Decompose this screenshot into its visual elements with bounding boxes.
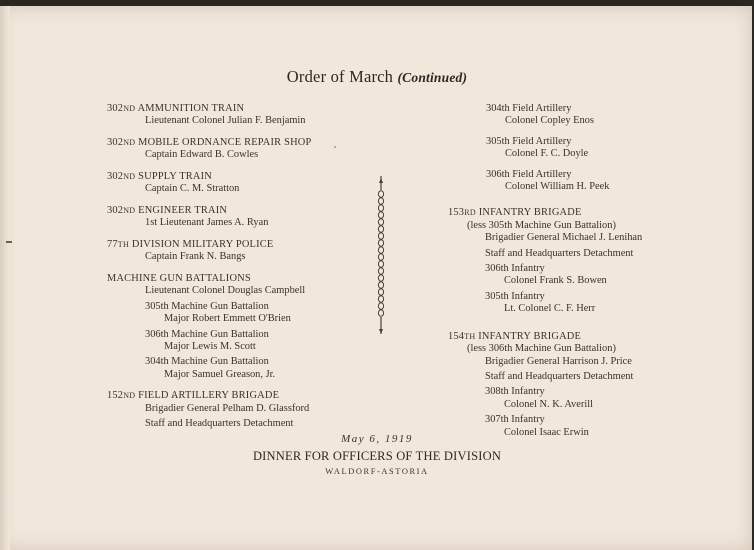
unit-154-infantry-brigade — [448, 331, 728, 439]
sub-unit-name: 306th Machine Gun Battalion — [145, 328, 269, 340]
event-title: DINNER FOR OFFICERS OF THE DIVISION — [252, 449, 502, 463]
unit-heading: MACHINE GUN BATTALIONS — [107, 273, 251, 284]
sub-unit-name: 307th Infantry — [485, 414, 545, 426]
sub-unit-306-field-artillery — [448, 169, 728, 194]
unit-commander: 1st Lieutenant James A. Ryan — [145, 217, 269, 229]
sub-unit-305-mg-battalion — [107, 301, 377, 326]
unit-commander: Captain Frank N. Bangs — [145, 251, 246, 263]
sub-unit-commander: Lt. Colonel C. F. Herr — [504, 303, 596, 315]
unit-note: (less 305th Machine Gun Battalion) — [467, 219, 616, 231]
unit-machine-gun-battalions — [107, 273, 377, 381]
unit-302-engineer-train — [107, 205, 377, 230]
sub-unit-commander: Colonel Isaac Erwin — [504, 426, 589, 438]
event-venue: WALDORF-ASTORIA — [325, 467, 429, 476]
sub-unit-name: 304th Machine Gun Battalion — [145, 356, 269, 368]
unit-302-mobile-ordnance-repair-shop — [107, 137, 377, 162]
unit-note: (less 306th Machine Gun Battalion) — [467, 343, 616, 355]
unit-heading: 302ND AMMUNITION TRAIN — [107, 103, 245, 114]
sub-unit-305-infantry — [448, 291, 728, 316]
unit-152-field-artillery-brigade — [107, 390, 377, 430]
page-title — [0, 67, 754, 87]
unit-302-supply-train — [107, 171, 377, 196]
right-column — [448, 103, 728, 448]
unit-heading: 77TH DIVISION MILITARY POLICE — [107, 239, 274, 250]
sub-unit-305-field-artillery — [448, 136, 728, 161]
sub-unit-306-infantry — [448, 263, 728, 288]
sub-unit-commander: Major Samuel Greason, Jr. — [164, 368, 276, 380]
sub-unit-commander: Colonel Frank S. Bowen — [504, 275, 607, 287]
sub-unit-commander: Colonel N. K. Averill — [504, 398, 593, 410]
sub-unit-commander: Major Robert Emmett O'Brien — [164, 313, 291, 325]
unit-77-division-military-police — [107, 239, 377, 264]
ornamental-divider — [374, 176, 388, 336]
unit-153-infantry-brigade — [448, 207, 728, 315]
unit-heading: 302ND ENGINEER TRAIN — [107, 205, 228, 216]
title-continued: (Continued) — [397, 70, 468, 85]
unit-heading: 302ND MOBILE ORDNANCE REPAIR SHOP — [107, 137, 312, 148]
sub-unit-304-mg-battalion — [107, 356, 377, 381]
sub-unit-name: 306th Infantry — [485, 263, 545, 275]
sub-unit-commander: Colonel F. C. Doyle — [505, 148, 589, 160]
unit-302-ammunition-train — [107, 103, 377, 128]
unit-heading: 154TH INFANTRY BRIGADE — [448, 330, 582, 342]
unit-commander: Lieutenant Colonel Douglas Campbell — [145, 285, 306, 297]
sub-unit-name: 308th Infantry — [485, 386, 545, 398]
unit-heading: 153RD INFANTRY BRIGADE — [448, 207, 582, 219]
unit-staff: Staff and Headquarters Detachment — [145, 418, 294, 430]
sub-unit-commander: Major Lewis M. Scott — [164, 341, 256, 353]
unit-heading: 152ND FIELD ARTILLERY BRIGADE — [107, 390, 280, 402]
unit-commander: Brigadier General Pelham D. Glassford — [145, 402, 310, 414]
sub-unit-name: 305th Field Artillery — [486, 135, 572, 147]
unit-staff: Staff and Headquarters Detachment — [485, 247, 634, 259]
binding-mark — [6, 241, 12, 243]
sub-unit-304-field-artillery — [448, 103, 728, 128]
sub-unit-name: 306th Field Artillery — [486, 168, 572, 180]
unit-commander: Brigadier General Michael J. Lenihan — [485, 232, 643, 244]
unit-staff: Staff and Headquarters Detachment — [485, 370, 634, 382]
sub-unit-commander: Colonel Copley Enos — [505, 115, 594, 127]
sub-unit-306-mg-battalion — [107, 329, 377, 354]
event-date: May 6, 1919 — [341, 433, 413, 445]
unit-commander: Captain Edward B. Cowles — [145, 149, 259, 161]
unit-heading: 302ND SUPPLY TRAIN — [107, 171, 212, 182]
sub-unit-name: 304th Field Artillery — [486, 103, 572, 114]
unit-commander: Brigadier General Harrison J. Price — [485, 355, 632, 367]
sub-unit-commander: Colonel William H. Peek — [505, 181, 610, 193]
unit-commander: Captain C. M. Stratton — [145, 183, 240, 195]
unit-commander: Lieutenant Colonel Julian F. Benjamin — [145, 115, 306, 127]
title-main: Order of March — [286, 67, 394, 86]
sub-unit-308-infantry — [448, 386, 728, 411]
sub-unit-name: 305th Infantry — [485, 290, 545, 302]
sub-unit-name: 305th Machine Gun Battalion — [145, 300, 269, 312]
left-column — [107, 103, 377, 440]
